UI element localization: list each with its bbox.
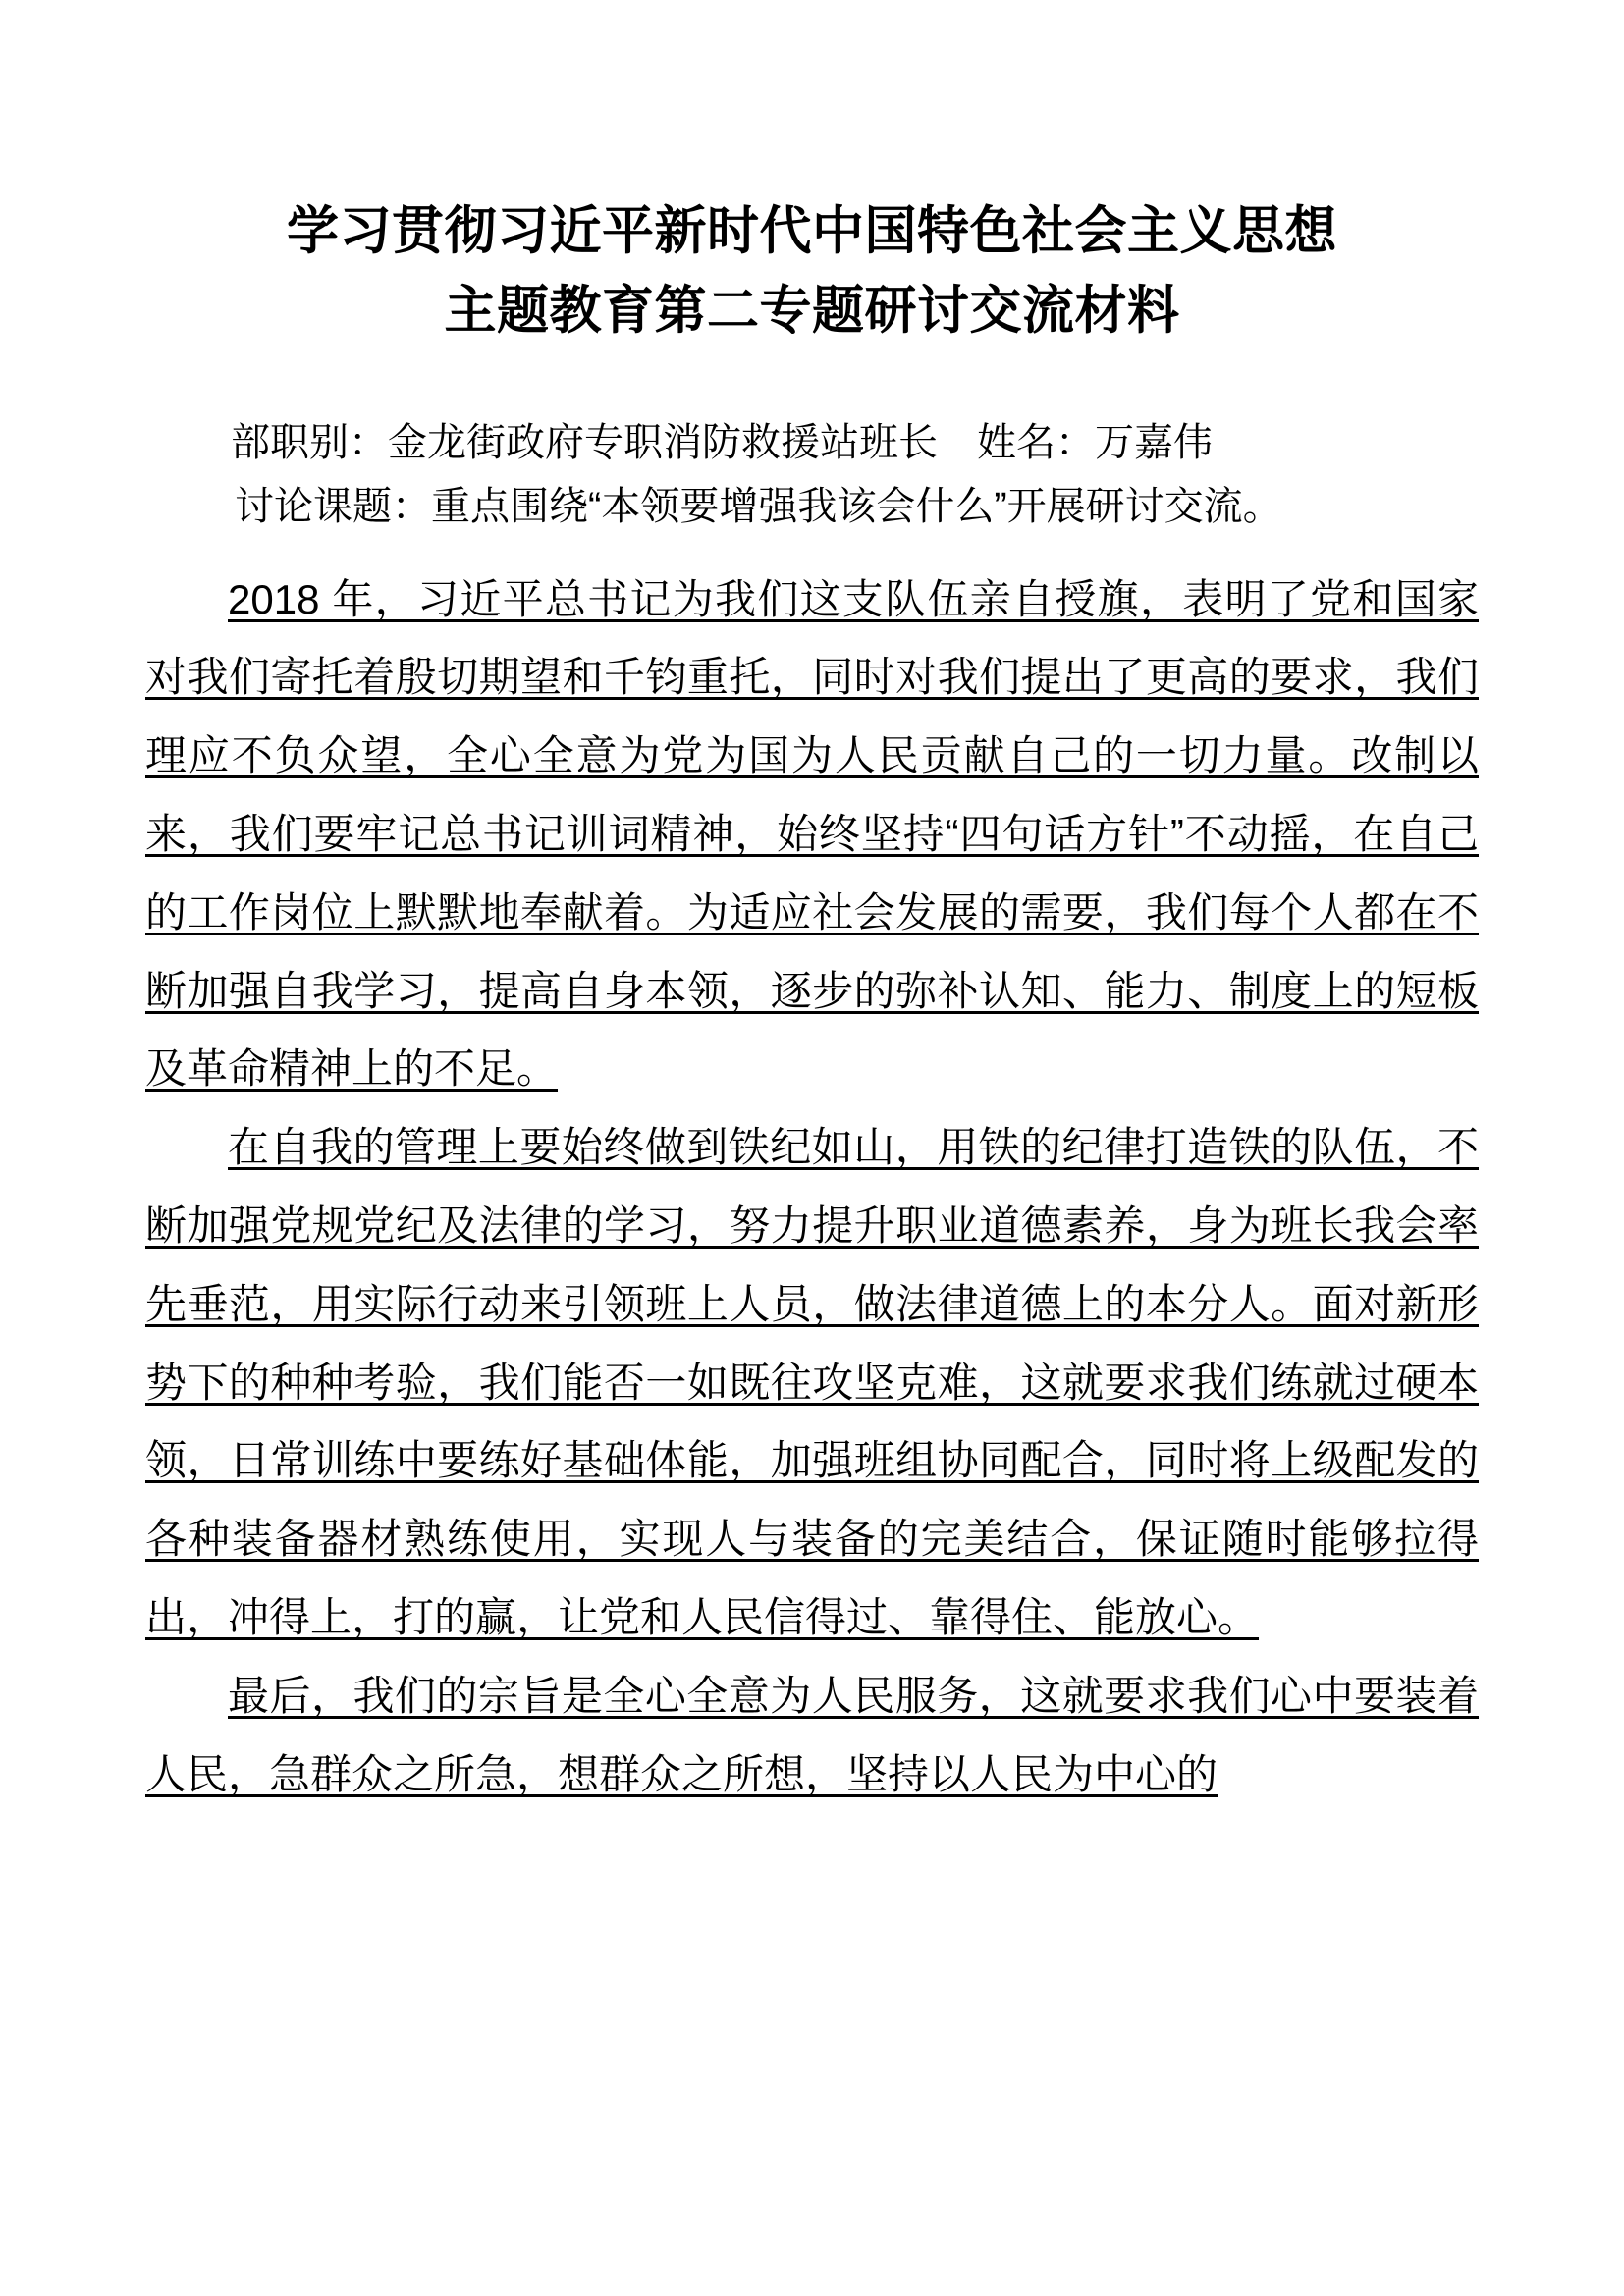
- document-meta: [0, 411, 1624, 539]
- body-paragraph-2: [145, 1108, 1479, 1657]
- body-paragraph-1: [145, 561, 1479, 1109]
- body-paragraph-2-text: 在自我的管理上要始终做到铁纪如山，用铁的纪律打造铁的队伍，不断加强党规党纪及法律的学习，努力提升职业道德素养，身为班长我会率先垂范，用实际行动来引领班上人员，做法律道德上的本分人。面对新形势下的种种考验，我们能否一如既往攻坚克难，这就要求我们练就过硬本领，日常训练中要练好基础体能，加强班组协同配合，同时将上级配发的各种装备器材熟练使用，实现人与装备的完美结合，保证随时能够拉得出，冲得上，打的赢，让党和人民信得过、靠得住、能放心。: [145, 1124, 1479, 1641]
- page-title: [0, 0, 1624, 350]
- body-paragraph-1-text: 2018 年，习近平总书记为我们这支队伍亲自授旗，表明了党和国家对我们寄托着殷切期望和千钧重托，同时对我们提出了更高的要求，我们理应不负众望，全心全意为党为国为人民贡献自己的一切力量。改制以来，我们要牢记总书记训词精神，始终坚持“四句话方针”不动摇，在自己的工作岗位上默默地奉献着。为适应社会发展的需要，我们每个人都在不断加强自我学习，提高自身本领，逐步的弥补认知、能力、制度上的短板及革命精神上的不足。: [145, 575, 1479, 1093]
- page-title-line-2: 主题教育第二专题研讨交流材料: [444, 281, 1180, 340]
- body-paragraph-3: [145, 1657, 1479, 1814]
- meta-topic-line: 讨论课题：重点围绕“本领要增强我该会什么”开展研讨交流。: [235, 484, 1282, 528]
- document-body: [0, 561, 1624, 1814]
- meta-position-line: 部职别：金龙街政府专职消防救援站班长 姓名：万嘉伟: [231, 421, 1213, 465]
- page-title-line-1: 学习贯彻习近平新时代中国特色社会主义思想: [287, 202, 1337, 260]
- body-paragraph-3-text: 最后，我们的宗旨是全心全意为人民服务，这就要求我们心中要装着人民，急群众之所急，想群众之所想，坚持以人民为中心的: [145, 1672, 1479, 1797]
